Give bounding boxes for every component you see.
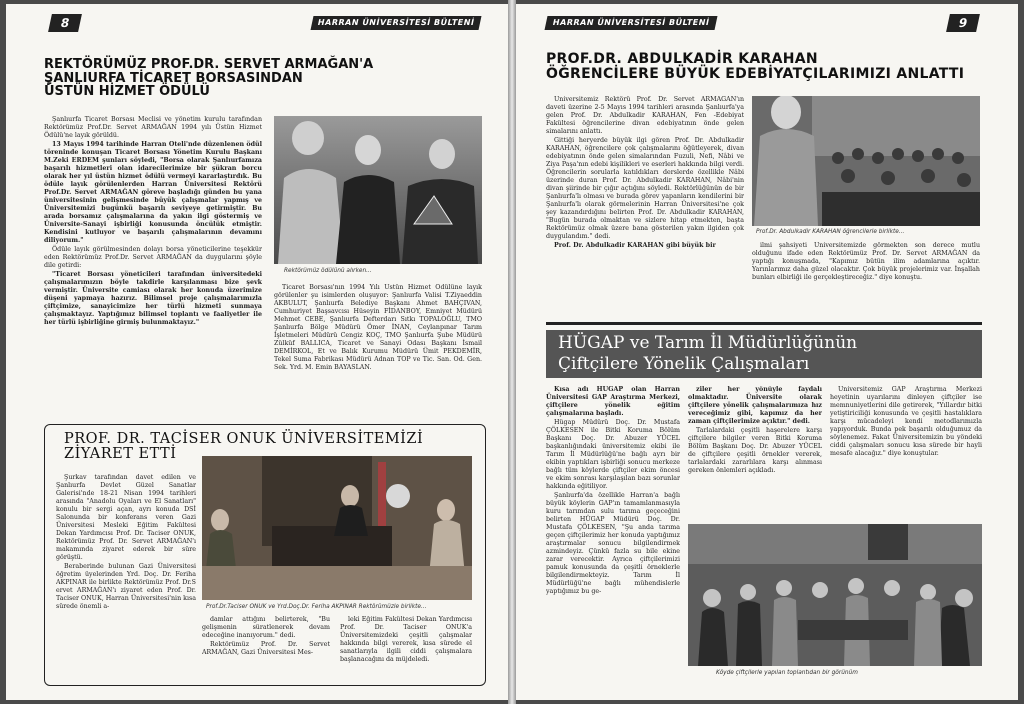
article3-col1-paragraph: Üniversitemiz Rektörü Prof. Dr. Servet ARMAĞAN'ın daveti üzerine 2-5 Mayıs 1994 tarihleri arasında Şanlıurfa'ya gelen Prof. Dr. Abdulkadir KARAHAN, Fen -Edebiyat Fakültesi öğrencilerine divan edebiyatının önde gelen simalarını anlattı. bbox=[546, 96, 744, 135]
article1-col1-paragraph: "Ticaret Borsası yöneticileri tarafından üniversitedeki çalışmalarımızın böyle takdirle karşılanması bize şevk vermiştir. Üniversite camiası olarak her konuda üzerimize düşeni yapmaya hazırız. Bilimsel proje çalışmalarımızla çiftçimize, sanayicimize her türlü hizmeti sunmaya çalışmaktayız. Yaptığımız bilimsel toplantı ve faaliyetler ile her türlü işbirliğine girmiş bulunmaktayız." bbox=[44, 271, 262, 326]
village-meeting-photo bbox=[688, 524, 982, 666]
article1-photo bbox=[274, 116, 482, 264]
article2-column-3 bbox=[340, 616, 472, 680]
article3-caption: Prof.Dr. Abdulkadir KARAHAN öğrencilerle birlikte... bbox=[756, 229, 905, 235]
bulletin-band-right: HARRAN ÜNİVERSİTESİ BÜLTENİ bbox=[545, 16, 718, 30]
article1-headline-line3: ÜSTÜN HİZMET ÖDÜLÜ bbox=[44, 84, 210, 100]
article2-col1-paragraph: Beraberinde bulunan Gazi Üniversitesi öğretim üyelerinden Yrd. Doç. Dr. Feriha AKPINAR ile birlikte Rektörümüz Prof. Dr.S ervet ARMAĞAN'ı ziyaret eden Prof. Dr. Taciser ONUK, Harran Üniversitesi'nin kısa sürede önemli a- bbox=[56, 563, 196, 610]
article3-column-1 bbox=[546, 96, 744, 346]
article1-col2-paragraph: Ticaret Borsası'nın 1994 Yılı Üstün Hizmet Ödülüne layık görülenler şu isimlerden oluşuyor: Şanlıurfa Valisi T.Ziyaeddin AKBULUT, Şanlıurfa Belediye Başkanı Ahmet BAHÇIVAN, Cumhuriyet Başsavcısı Hüseyin FİDANBOY, Emniyet Müdürü Mehmet CEBE, Şanlıurfa Defterdarı Sıtkı TOPALOĞLU, TMO Şanlıurfa Bölge Müdürü Ömer İNAN, Ceylanpınar Tarım İşletmeleri Müdürü Cengiz KOÇ, TMO Şanlıurfa Şube Müdürü Zülküf BALLICA, Ticaret ve Sanayi Odası Başkanı İsmail DEMİRKOL, Et ve Balık Kurumu Müdürü Ümit PEKDEMİR, Tekel Suma Fabrikası Müdürü Adnan TOP ve Tic. San. Od. Gen. Sek. Yrd. M. Emin BAYASLAN. bbox=[274, 284, 482, 371]
article1-column-1 bbox=[44, 116, 262, 418]
article2-caption: Prof.Dr.Taciser ONUK ve Yrd.Doç.Dr. Feriha AKPINAR Rektörümüzle birlikte... bbox=[206, 604, 427, 610]
article4-column-3 bbox=[830, 386, 982, 516]
article2-col3-paragraph: leki Eğitim Fakültesi Dekan Yardımcısı Prof. Dr. Taciser ONUK'a Üniversitemizdeki çeşitli çalışmalar hakkında bilgi vererek, kısa sürede el sanatlarıyla ilgili ciddi çalışmalara başlanacağını da müjdeledi. bbox=[340, 616, 472, 663]
office-visit-photo bbox=[202, 456, 472, 600]
article2-headline-line2: ZİYARET ETTİ bbox=[64, 446, 177, 463]
article4-col1-paragraph: Kısa adı HÜGAP olan Harran Üniversitesi GAP Araştırma Merkezi, çiftçilere yönelik eğitim çalışmalarına başladı. bbox=[546, 386, 680, 417]
article3-col2-paragraph: ilmi şahsiyeti Üniversitemizde görmekten son derece mutlu olduğunu ifade eden Rektörümüz Prof. Dr. Servet ARMAĞAN da yaptığı konuşmada, "Kapımız bütün ilim adamlarına açıktır. Yarınlarımız daha güzel olacaktır. Çok büyük projelerimiz var. İnşallah bunları elbirliği ile gerçekleştireceğiz." diye konuştu. bbox=[752, 242, 980, 281]
article4-photo bbox=[688, 524, 982, 666]
left-page bbox=[6, 4, 508, 700]
article2-photo bbox=[202, 456, 472, 600]
center-fold bbox=[508, 0, 516, 704]
article4-col1-paragraph: Hügap Müdürü Doç. Dr. Mustafa ÇÖLKESEN ile Bitki Koruma Bölüm Başkanı Doç. Dr. Abuzer YÜCEL başkanlığındaki üniversitemiz ekibi ile Tarım İl Müdürlüğü'ne bağlı ayrı bir ekibin yaptıkları işbirliği sonucu merkeze bağlı tüm köylerde çiftçiler ekim öncesi ve ekim sonrası karşılaşılan bazı sorunlar hakkında eğitiliyor. bbox=[546, 419, 680, 490]
article1-col1-paragraph: Ödüle layık görülmesinden dolayı borsa yöneticilerine teşekkür eden Rektörümüz Prof.Dr. Servet ARMAĞAN da duygularını şöyle dile getirdi: bbox=[44, 246, 262, 269]
award-ceremony-photo bbox=[274, 116, 482, 264]
section-divider bbox=[546, 322, 982, 325]
article1-col1-paragraph: Şanlıurfa Ticaret Borsası Meclisi ve yönetim kurulu tarafından Rektörümüz Prof.Dr. Servet ARMAĞAN 1994 yılı Üstün Hizmet Ödülü'ne layık görüldü. bbox=[44, 116, 262, 139]
article4-caption: Köyde çiftçilerle yapılan toplantıdan bir görünüm bbox=[716, 670, 858, 676]
lecture-hall-photo bbox=[752, 96, 980, 226]
article4-banner bbox=[546, 330, 982, 378]
article1-column-2 bbox=[274, 284, 482, 414]
article3-headline bbox=[546, 52, 964, 81]
article4-column-2 bbox=[688, 386, 822, 516]
page-number-right: 9 bbox=[946, 14, 980, 32]
article4-col1-paragraph: Şanlıurfa'da özellikle Harran'a bağlı büyük köylerin GAP'ın tamamlanmasıyla kuru tarımdan sulu tarıma geçeceğini belirten HÜGAP Müdürü Doç. Dr. Mustafa ÇÖLKESEN, "Şu anda tarıma geçen çiftçilerimiz her konuda yaptığımız araştırmalar sonucu bilgilendirmek azmindeyiz. Çünkü fazla su bile ekine zarar verecektir. Ayrıca çiftçilerimizi pamuk konusunda da çeşitli örneklerle bilgilendirmekteyiz. Tarım İl Müdürlüğü'ne bağlı mühendislerle yaptığımız bu ge- bbox=[546, 492, 680, 595]
article1-headline-line1: REKTÖRÜMÜZ PROF.DR. SERVET ARMAĞAN'A bbox=[44, 57, 374, 72]
right-page bbox=[516, 4, 1018, 700]
article1-col1-paragraph: 13 Mayıs 1994 tarihinde Harran Oteli'nde düzenlenen ödül töreninde konuşan Ticaret Borsası Yönetim Kurulu Başkanı M.Zeki ERDEM şunları söyledi, "Borsa olarak Şanlıurfamıza başarılı hizmetleri olan idarecilerimize bir şükran borcu olarak her yıl üstün hizmet ödülü vermeyi kararlaştırdık. Bu ödüle layık görülenlerden Harran Üniversitesi Rektörü Prof.Dr. Servet ARMAĞAN görevе başladığı günden bu yana üniversitesinin gelişmesinde büyük çalışmalar yapmış ve Üniversitemizi bugünkü başarılı seviyeye getirmiştir. Bu arada borsamız çalışmalarına da yakın ilgi göstermiş ve Üniversite-Sanayi işbirliği konusunda öncülük etmiştir. Kendisini kutluyor ve başarılı çalışmalarının devamını diliyorum." bbox=[44, 141, 262, 244]
article2-col2-paragraph: Rektörümüz Prof. Dr. Servet ARMAĞAN, Gazi Üniversitesi Mes- bbox=[202, 641, 330, 656]
article3-col1-paragraph: Gittiği heryerde büyük ilgi gören Prof. Dr. Abdulkadir KARAHAN, öğrencilere çok çalışmalarını öğütleyerek, divan edebiyatının önde gelen simalarından Fuzuli, Nefi, Nâbi ve Ziya Paşa'nın edebi kişilikleri ve eserleri hakkında bilgi verdi. Öğrencilerin sorularla katıldıkları derslerde özellikle Nâbi üzerinde duran Prof. Dr. Abdulkadir KARAHAN, Nâbi'nin divan şiirinde bir çığır açtığını söyledi. Rektörlüğünün de bir Şanlıurfa'lı olması ve burada görev yapanların kendilerini bir Şanlıurfa'lı olarak görmelerinin Harran Üniversitesi'ne çok şey kazandırdığını belirten Prof. Dr. Abdulkadir KARAHAN, "Bugün burada olmaktan ve sizlere hitap etmekten, başta Rektörümüz olmak üzere bana gösterilen yakın ilgiden çok duygulandım." dedi. bbox=[546, 137, 744, 240]
article2-col1-paragraph: Şurkav tarafından davet edilen ve Şanlıurfa Devlet Güzel Sanatlar Galerisi'nde 18-21 Nisan 1994 tarihleri arasında "Anadolu Oyaları ve El Sanatları" konulu bir sergi açan, ayrı konuda DSİ Salonunda bir konferans veren Gazi Üniversitesi Mesleki Eğitim Fakültesi Dekan Yardımcısı Prof. Dr. Taciser ONUK, Rektörümüz Prof. Dr. Servet ARMAĞAN'ı makamında ziyaret ederek bir süre görüştü. bbox=[56, 474, 196, 561]
article4-col3-paragraph: Üniversitemiz GAP Araştırma Merkezi heyetinin uyarılarını dinleyen çiftçiler ise memnuniyetlerini dile getirerek, "Yıllardır bitki yetiştiriciliği konusunda ve çeşitli hastalıklara karşı mücadeleyi kendi metodlarımızla yapıyorduk. Bunda pek başarılı olduğumuz da söylenemez. Fakat Üniversitemizin bu yöndeki ciddi çalışmaları sonucu kısa sürede bir hayli mesafe alacağız." diye konuştular. bbox=[830, 386, 982, 457]
article3-photo bbox=[752, 96, 980, 226]
article4-col2-paragraph: ziler her yönüyle faydalı olmaktadır. Üniversite olarak çiftçilere yönelik çalışmalarımıza hız vereceğimiz gibi, kapımız da her zaman çiftçilerimize açıktır." dedi. bbox=[688, 386, 822, 425]
article2-headline-line1: PROF. DR. TACİSER ONUK ÜNİVERSİTEMİZİ bbox=[64, 431, 424, 447]
article1-headline-line2: ŞANLIURFA TİCARET BORSASINDAN bbox=[44, 70, 303, 86]
article2-col2-paragraph: damlar attığını belirterek, "Bu gelişmenin süratlenerek devam edeceğine inanıyorum." dedi. bbox=[202, 616, 330, 639]
article4-headline-line2: Çiftçilere Yönelik Çalışmaları bbox=[558, 354, 810, 374]
article3-col1-paragraph: Prof. Dr. Abdulkadir KARAHAN gibi büyük bir bbox=[554, 242, 716, 249]
article4-col2-paragraph: Tarlalardaki çeşitli haşerelere karşı çiftçilere bilgiler veren Bitki Koruma Bölüm Başkanı Doç. Dr. Abuzer YÜCEL de çiftçilere çeşitli örnekler vererek, tarlalardaki zararlılara karşı alınması gereken önlemleri açıkladı. bbox=[688, 427, 822, 474]
article4-column-1 bbox=[546, 386, 680, 686]
article3-headline-line1: PROF.DR. ABDULKADİR KARAHAN bbox=[546, 51, 818, 67]
article1-caption: Rektörümüz ödülünü alırken... bbox=[284, 268, 372, 274]
article3-headline-line2: ÖĞRENCİLERE BÜYÜK EDEBİYATÇILARIMIZI ANLATTI bbox=[546, 65, 965, 82]
article3-column-2 bbox=[752, 242, 980, 314]
article2-column-1 bbox=[56, 474, 196, 680]
page-number-left: 8 bbox=[48, 14, 82, 32]
article1-headline bbox=[44, 58, 373, 99]
bulletin-band-left: HARRAN ÜNİVERSİTESİ BÜLTENİ bbox=[311, 16, 482, 30]
article2-column-2 bbox=[202, 616, 330, 680]
article4-headline-line1: HÜGAP ve Tarım İl Müdürlüğünün bbox=[558, 333, 858, 353]
